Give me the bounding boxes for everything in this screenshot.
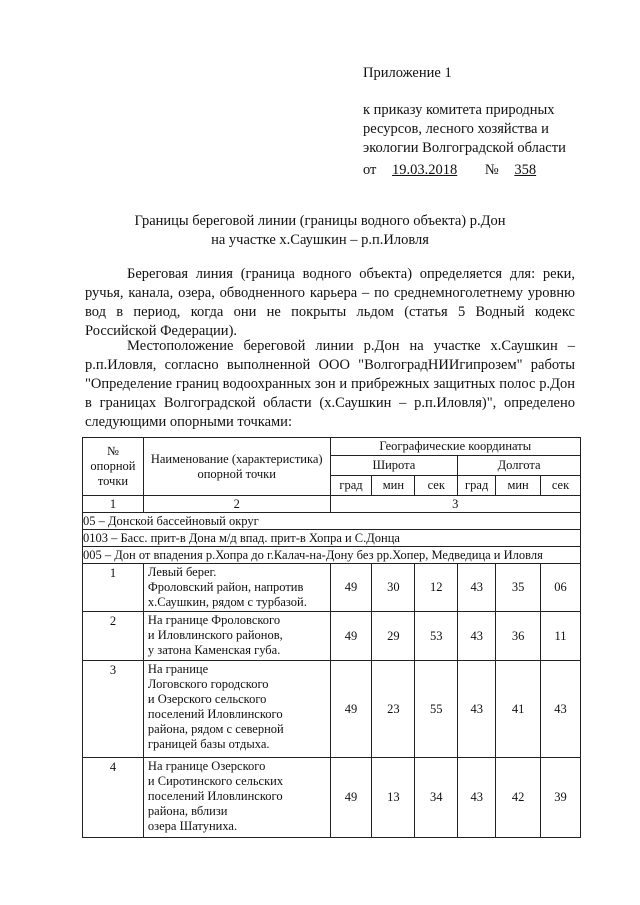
lat-deg: 49	[330, 661, 372, 758]
order-date: 19.03.2018	[392, 162, 458, 178]
order-reference	[363, 161, 550, 180]
lon-min: 42	[496, 758, 541, 838]
description-line: озера Шатуниха.	[147, 819, 238, 833]
header-geo-coordinates: Географические координаты	[330, 438, 581, 456]
point-number: 3	[83, 661, 144, 758]
basin-subdivision-row: 0103 – Басс. прит-в Дона м/д впад. прит-в Хопра и С.Донца	[83, 530, 581, 547]
description-line: и Сиротинского сельских	[147, 774, 284, 788]
description-line: На границе Фроловского	[147, 613, 281, 627]
lon-min: 41	[496, 661, 541, 758]
point-description	[143, 661, 330, 758]
appendix-line-1: к приказу комитета природных	[363, 102, 555, 118]
lon-deg: 43	[458, 661, 496, 758]
number-label: №	[484, 162, 499, 178]
water-section-row: 005 – Дон от впадения р.Хопра до г.Калач-на-Дону без рр.Хопер, Медведица и Иловля	[83, 547, 581, 564]
lat-min: 30	[372, 564, 415, 612]
lon-min: 36	[496, 612, 541, 661]
lon-deg: 43	[458, 612, 496, 661]
description-line: На границе Озерского	[147, 759, 266, 773]
description-line: На границе	[147, 662, 209, 676]
column-number-3: 3	[330, 496, 581, 513]
header-lat-min: мин	[372, 476, 415, 496]
lat-min: 13	[372, 758, 415, 838]
lon-deg: 43	[458, 564, 496, 612]
description-line: Логовского городского	[147, 677, 269, 691]
lat-sec: 55	[415, 661, 458, 758]
lon-sec: 06	[541, 564, 581, 612]
description-line: района, рядом с северной	[147, 722, 284, 736]
table-row	[83, 612, 581, 661]
document-title-line-2: на участке х.Саушкин – р.п.Иловля	[211, 232, 429, 248]
appendix-line-2: ресурсов, лесного хозяйства и	[363, 121, 549, 137]
description-line: Фроловский район, напротив	[147, 580, 304, 594]
header-latitude: Широта	[330, 456, 458, 476]
lat-sec: 34	[415, 758, 458, 838]
order-number: 358	[514, 162, 537, 178]
column-number-2: 2	[143, 496, 330, 513]
paragraph-shoreline-location: Местоположение береговой линии р.Дон на участке х.Саушкин – р.п.Иловля, согласно выполненной ООО "ВолгоградНИИгипрозем" работы "Определение границ водоохранных зон и прибрежных защитных полос р.Дон в границах Волгоградской области (х.Саушкин – р.п.Иловля)", определено следующими опорными точками:	[85, 338, 575, 430]
lat-deg: 49	[330, 612, 372, 661]
from-label: от	[363, 162, 377, 178]
point-description	[143, 612, 330, 661]
description-line: границей базы отдыха.	[147, 737, 270, 751]
point-description	[143, 758, 330, 838]
table-row	[83, 564, 581, 612]
table-row	[83, 661, 581, 758]
appendix-line-3: экологии Волгоградской области	[363, 140, 566, 156]
header-point-number: № опорной точки	[83, 438, 144, 496]
lat-deg: 49	[330, 758, 372, 838]
point-number: 4	[83, 758, 144, 838]
document-title-line-1: Границы береговой линии (границы водного объекта) р.Дон	[134, 213, 506, 229]
point-number: 2	[83, 612, 144, 661]
lon-sec: 39	[541, 758, 581, 838]
header-lon-min: мин	[496, 476, 541, 496]
lat-sec: 12	[415, 564, 458, 612]
header-lat-deg: град	[330, 476, 372, 496]
lon-min: 35	[496, 564, 541, 612]
header-lon-deg: град	[458, 476, 496, 496]
point-description	[143, 564, 330, 612]
appendix-title: Приложение 1	[363, 65, 452, 81]
lat-sec: 53	[415, 612, 458, 661]
lon-sec: 43	[541, 661, 581, 758]
lat-min: 29	[372, 612, 415, 661]
point-number: 1	[83, 564, 144, 612]
header-longitude: Долгота	[458, 456, 581, 476]
description-line: Левый берег.	[147, 565, 217, 579]
description-line: у затона Каменская губа.	[147, 643, 281, 657]
description-line: и Озерского сельского	[147, 692, 267, 706]
lon-deg: 43	[458, 758, 496, 838]
lat-deg: 49	[330, 564, 372, 612]
description-line: и Иловлинского районов,	[147, 628, 283, 642]
lat-min: 23	[372, 661, 415, 758]
description-line: поселений Иловлинского	[147, 707, 283, 721]
basin-district-row: 05 – Донской бассейновый округ	[83, 513, 581, 530]
column-number-1: 1	[83, 496, 144, 513]
paragraph-shoreline-definition: Береговая линия (граница водного объекта) определяется для: реки, ручья, канала, озера, обводненного карьера – по среднемноголетнему уровню вод в период, когда они не покрыты льдом (статья 5 Водный кодекс Российской Федерации).	[85, 266, 575, 339]
table-row	[83, 758, 581, 838]
lon-sec: 11	[541, 612, 581, 661]
description-line: района, вблизи	[147, 804, 228, 818]
header-lon-sec: сек	[541, 476, 581, 496]
description-line: поселений Иловлинского	[147, 789, 283, 803]
coordinates-table	[82, 437, 581, 838]
description-line: х.Саушкин, рядом с турбазой.	[147, 595, 307, 609]
header-lat-sec: сек	[415, 476, 458, 496]
header-point-name: Наименование (характеристика) опорной точки	[143, 438, 330, 496]
